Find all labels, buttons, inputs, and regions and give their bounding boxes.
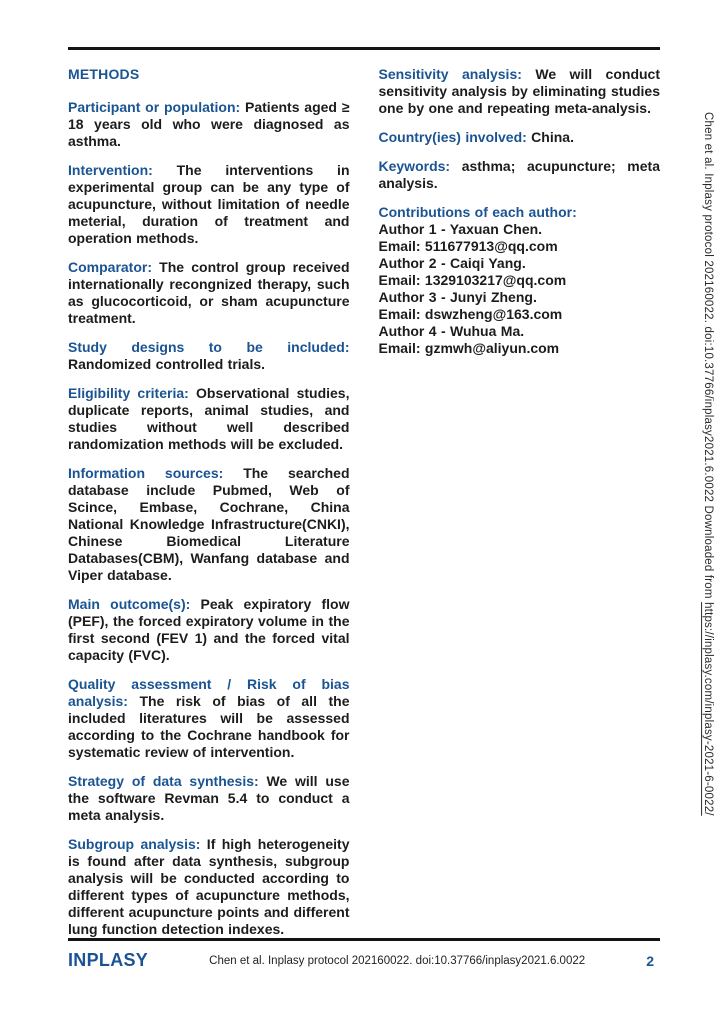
section-label: Main outcome(s): [68, 596, 191, 612]
section-information-sources: Information sources: The searched database include Pubmed, Web of Scince, Embase, Cochrane, China National Knowledge Infrastructure(CNKI), Chinese Biomedical Literature Databases(CBM), Wanfang database and Viper database. [68, 465, 350, 583]
section-label: Study designs to be included: [68, 339, 350, 355]
bottom-rule [68, 938, 660, 941]
author-line: Author 1 - Yaxuan Chen. [378, 221, 543, 237]
author-line: Email: dswzheng@163.com [378, 306, 563, 322]
section-label: Subgroup analysis: [68, 836, 201, 852]
section-participant-or-population: Participant or population: Patients aged ≥ 18 years old who were diagnosed as asthma. [68, 99, 350, 149]
section-label: Eligibility criteria: [68, 385, 189, 401]
section-country-ies-involved: Country(ies) involved: China. [378, 129, 574, 145]
section-label: Intervention: [68, 162, 153, 178]
section-main-outcome-s: Main outcome(s): Peak expiratory flow (PEF), the forced expiratory volume in the first second (FEV 1) and the forced vital capacity (FVC). [68, 596, 350, 663]
page-footer [68, 950, 660, 971]
section-strategy-of-data-synthesis: Strategy of data synthesis: We will use the software Revman 5.4 to conduct a meta analysis. [68, 773, 350, 823]
right-column [379, 66, 661, 950]
section-subgroup-analysis: Subgroup analysis: If high heterogeneity is found after data synthesis, subgroup analysis will be conducted according to different types of acupuncture methods, different acupuncture points and different lung function detection indexes. [68, 836, 350, 937]
page-number: 2 [646, 952, 654, 969]
section-sensitivity-analysis: Sensitivity analysis: We will conduct sensitivity analysis by eliminating studies one by one and repeating meta-analysis. [378, 66, 660, 116]
rotated-citation-sidebar [702, 112, 714, 1012]
author-line: Author 4 - Wuhua Ma. [378, 323, 525, 339]
section-label: Keywords: [378, 158, 451, 174]
section-label: Participant or population: [68, 99, 241, 115]
rotated-citation-link[interactable]: https://inplasy.com/inplasy-2021-6-0022/ [702, 602, 714, 816]
rotated-citation-text: Chen et al. Inplasy protocol 202160022. doi:10.37766/inplasy2021.6.0022 Downloaded from [702, 112, 714, 603]
author-line: Email: gzmwh@aliyun.com [378, 340, 560, 356]
section-label: Information sources: [68, 465, 224, 481]
section-label: Sensitivity analysis: [378, 66, 522, 82]
author-line: Email: 511677913@qq.com [378, 238, 558, 254]
section-eligibility-criteria: Eligibility criteria: Observational studies, duplicate reports, animal studies, and studies without well described randomization methods will be excluded. [68, 385, 350, 452]
author-line: Author 3 - Junyi Zheng. [378, 289, 537, 305]
methods-heading: METHODS [68, 66, 140, 82]
section-intervention: Intervention: The interventions in experimental group can be any type of acupuncture, without limitation of needle meterial, duration of treatment and operation methods. [68, 162, 350, 246]
section-comparator: Comparator: The control group received internationally recongnized therapy, such as glucocorticoid, or sham acupuncture treatment. [68, 259, 350, 326]
section-study-designs-to-be-included: Study designs to be included: Randomized controlled trials. [68, 339, 350, 372]
top-rule [68, 47, 660, 50]
section-label: Quality assessment / Risk of bias analysis: [68, 676, 350, 709]
left-column [68, 66, 350, 950]
section-label: Contributions of each author: [378, 204, 577, 220]
inplasy-logo: INPLASY [68, 950, 149, 970]
section-label: Strategy of data synthesis: [68, 773, 259, 789]
section-label: Country(ies) involved: [378, 129, 527, 145]
section-keywords: Keywords: asthma; acupuncture; meta analysis. [378, 158, 660, 191]
author-line: Email: 1329103217@qq.com [378, 272, 567, 288]
section-contributions-of-each-author [379, 204, 661, 357]
author-line: Author 2 - Caiqi Yang. [378, 255, 526, 271]
section-label: Comparator: [68, 259, 153, 275]
section-quality-assessment-risk-of-bias-analysis: Quality assessment / Risk of bias analysis: The risk of bias of all the included literatures will be assessed according to the Cochrane handbook for systematic review of intervention. [68, 676, 350, 760]
page-content [68, 66, 660, 950]
footer-citation: Chen et al. Inplasy protocol 202160022. doi:10.37766/inplasy2021.6.0022 [209, 954, 586, 967]
